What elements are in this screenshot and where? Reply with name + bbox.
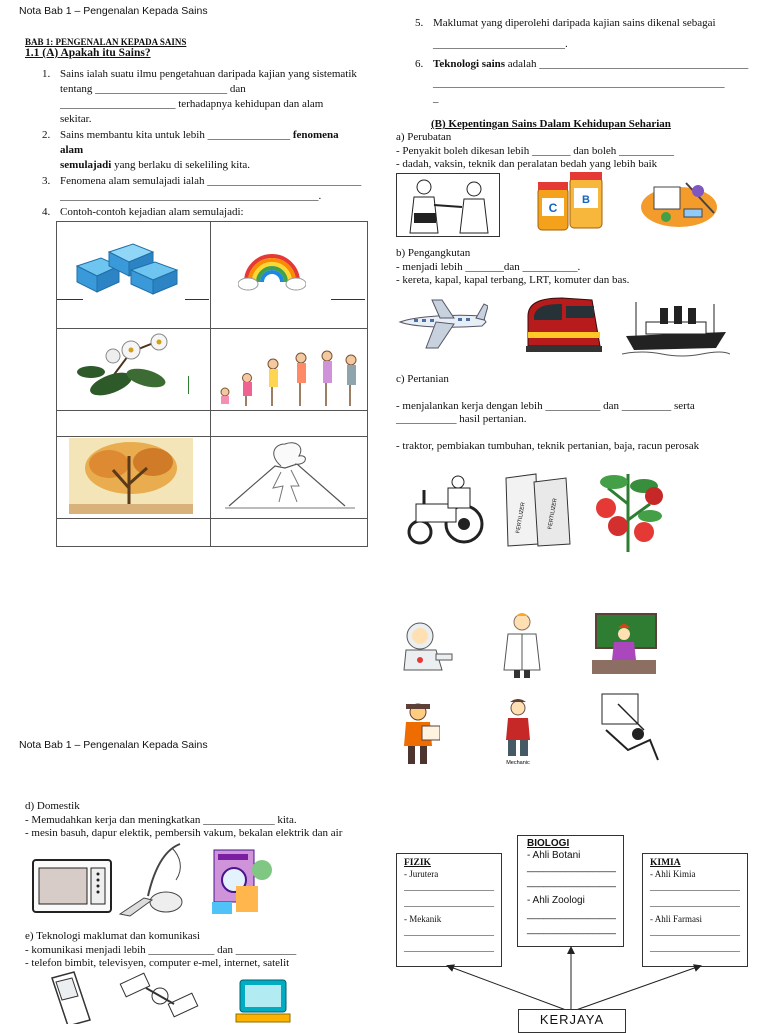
question-3: 3. Fenomena alam semulajadi ialah ____________________________ _______________________________________________. xyxy=(42,175,362,202)
question-2: 2. Sains membantu kita untuk lebih _______________ fenomena alam semulajadi yang berlaku di sekeliling kita. xyxy=(42,129,339,171)
mechanic-image xyxy=(494,696,544,768)
perubatan-block: a) Perubatan - Penyakit boleh dikesan lebih _______ dan boleh __________ - dadah, vaksin, teknik dan peralatan bedah yang lebih baik xyxy=(396,131,675,170)
domestik-block: d) Domestik - Memudahkan kerja dan meningkatkan _____________ kita. - mesin basuh, dapur elektik, pembersih vakum, bekalan elektrik dan air xyxy=(25,800,343,839)
autumn-tree-image xyxy=(69,438,193,514)
kimia-title: KIMIA xyxy=(650,858,681,868)
satellite-image xyxy=(118,970,204,1024)
biologi-box: BIOLOGI - Ahli Botani ________________ ________________ - Ahli Zoologi ________________ ________________ xyxy=(517,835,624,947)
section-b-title: (B) Kepentingan Sains Dalam Kehidupan Seharian xyxy=(431,118,671,130)
train-image xyxy=(522,292,604,358)
surgical-tools-image xyxy=(636,173,722,231)
computer-image xyxy=(234,978,294,1024)
page-header-mid: Nota Bab 1 – Pengenalan Kepada Sains xyxy=(19,739,208,751)
human-growth-image xyxy=(213,330,363,408)
volcano-image xyxy=(225,438,355,514)
question-4: 4. Contoh-contoh kejadian alam semulajadi: xyxy=(42,206,244,218)
airplane-image xyxy=(396,294,488,356)
astronaut-image xyxy=(396,620,458,678)
doctor-patient-image xyxy=(396,173,500,237)
microwave-image xyxy=(31,854,113,918)
rainbow-image xyxy=(238,242,306,292)
arrow-to-kimia xyxy=(576,966,700,1010)
fertilizer-bags-image xyxy=(500,470,576,550)
scientist-image xyxy=(486,610,558,678)
explorer-image xyxy=(396,700,440,768)
fizik-box: FIZIK - Jurutera ____________________ ____________________ - Mekanik ____________________ ____________________ xyxy=(396,853,502,967)
question-1: 1. Sains ialah suatu ilmu pengetahuan daripada kajian yang sistematik tentang ________________________ dan _____________________ terhadapnya kehidupan dan alam sekitar. xyxy=(42,68,357,125)
tractor-image xyxy=(398,470,490,550)
page-header-top: Nota Bab 1 – Pengenalan Kepada Sains xyxy=(19,5,208,17)
section-a-title: 1.1 (A) Apakah itu Sains? xyxy=(25,47,151,59)
career-arrows xyxy=(440,944,710,1014)
teacher-image xyxy=(590,612,658,678)
vacuum-cleaner-image xyxy=(114,840,190,920)
phenomena-grid xyxy=(56,221,368,547)
mechanic-caption: Mechanic xyxy=(506,760,530,766)
fizik-title: FIZIK xyxy=(404,858,431,868)
fertilizer-label-1: FERTILIZER xyxy=(515,501,527,534)
vitamin-bottles-image xyxy=(534,170,606,236)
kerjaya-box: KERJAYA xyxy=(518,1009,626,1033)
ice-cubes-image xyxy=(73,236,181,296)
ship-image xyxy=(622,296,730,358)
question-6: 6. Teknologi sains adalah ______________________________________ _____________________________________________________ _ xyxy=(415,58,749,104)
svg-text:B: B xyxy=(582,194,590,206)
mobile-phone-image xyxy=(34,970,106,1024)
washing-machine-image xyxy=(208,846,278,918)
ict-block: e) Teknologi maklumat dan komunikasi - komunikasi menjadi lebih ____________ dan ___________ - telefon bimbit, televisyen, computer e-mel, internet, satelit xyxy=(25,930,297,969)
arrow-to-fizik xyxy=(448,966,566,1010)
kimia-box: KIMIA - Ahli Kimia ____________________ ____________________ - Ahli Farmasi ____________________ ____________________ xyxy=(642,853,748,967)
question-5: 5. Maklumat yang diperolehi daripada kajian sains dikenal sebagai ________________________. xyxy=(415,17,716,50)
chapter-title: BAB 1: PENGENALAN KEPADA SAINS xyxy=(25,37,187,47)
svg-text:C: C xyxy=(548,201,558,215)
biologi-title: BIOLOGI xyxy=(527,838,570,849)
tomato-plant-image xyxy=(584,464,670,554)
flowering-plant-image xyxy=(71,332,191,402)
artist-sketch-image xyxy=(598,690,664,766)
pengangkutan-block: b) Pengangkutan - menjadi lebih _______dan __________. - kereta, kapal, kapal terbang, LRT, komuter dan bas. xyxy=(396,247,630,286)
pertanian-block: c) Pertanian - menjalankan kerja dengan lebih __________ dan _________ serta ___________ hasil pertanian. - traktor, pembiakan tumbuhan, teknik pertanian, baja, racun perosak xyxy=(396,373,700,452)
fertilizer-label-2: FERTILIZER xyxy=(547,497,559,530)
